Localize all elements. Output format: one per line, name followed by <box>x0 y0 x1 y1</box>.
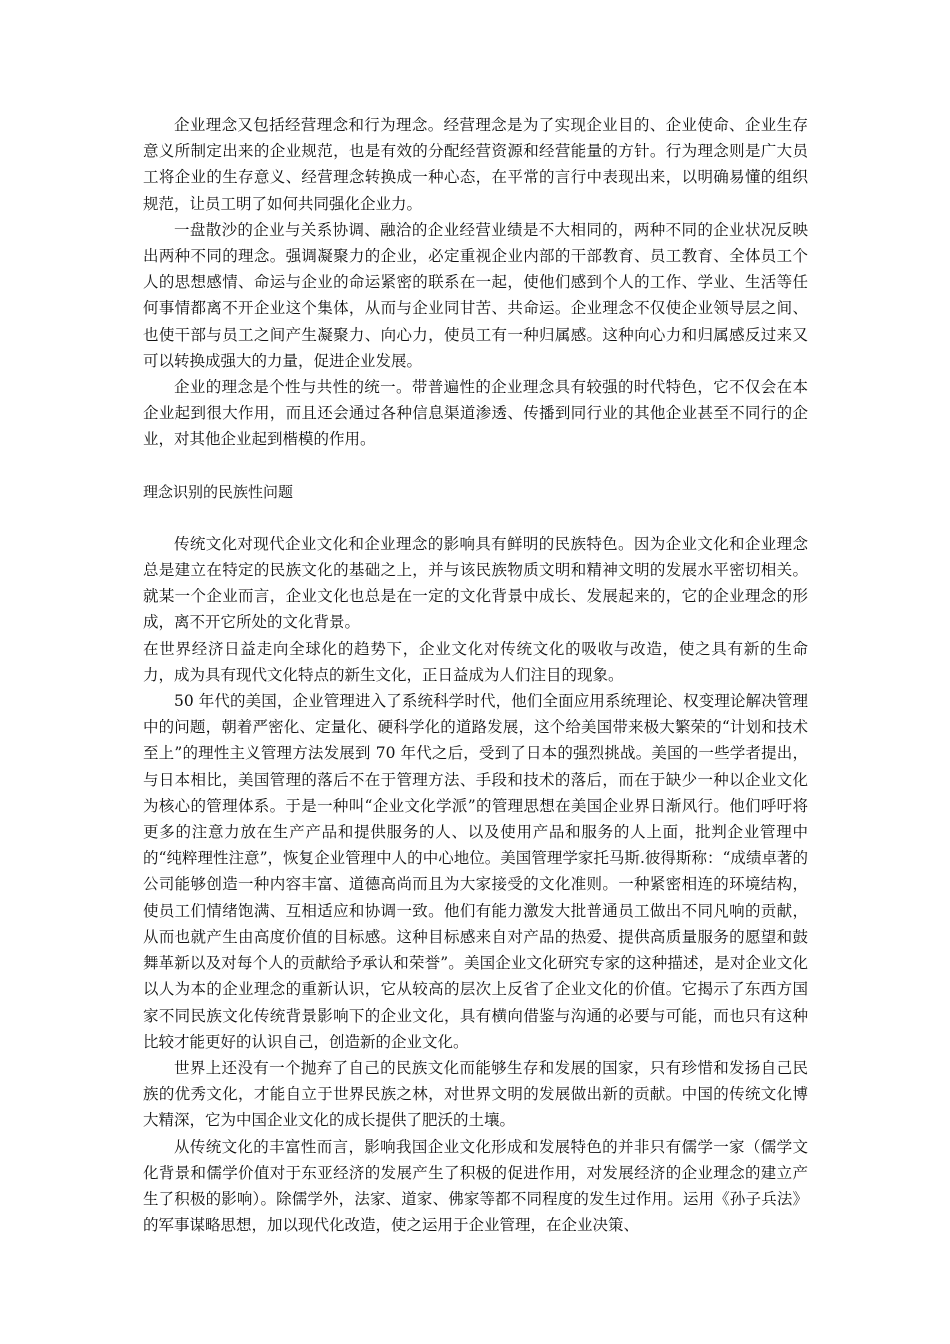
paragraph-business-philosophy: 企业理念又包括经营理念和行为理念。经营理念是为了实现企业目的、企业使命、企业生存意义所制定出来的企业规范，也是有效的分配经营资源和经营能量的方针。行为理念则是广大员工将企业的生存意义、经营理念转换成一种心态，在平常的言行中表现出来，以明确易懂的组织规范，让员工明了如何共同强化企业力。 <box>143 116 808 213</box>
paragraph-cohesion: 一盘散沙的企业与关系协调、融洽的企业经营业绩是不大相同的，两种不同的企业状况反映出两种不同的理念。强调凝聚力的企业，必定重视企业内部的干部教育、员工教育、全体员工个人的思想感情、命运与企业的命运紧密的联系在一起，使他们感到个人的工作、学业、生活等任何事情都离不开企业这个集体，从而与企业同甘苦、共命运。企业理念不仅使企业领导层之间、也使干部与员工之间产生凝聚力、向心力，使员工有一种归属感。这种向心力和归属感反过来又可以转换成强大的力量，促进企业发展。 <box>143 220 808 370</box>
paragraph-traditional-culture: 传统文化对现代企业文化和企业理念的影响具有鲜明的民族特色。因为企业文化和企业理念总是建立在特定的民族文化的基础之上，并与该民族物质文明和精神文明的发展水平密切相关。就某一个企业而言，企业文化也总是在一定的文化背景中成长、发展起来的，它的企业理念的形成，离不开它所处的文化背景。 <box>143 534 808 632</box>
paragraph-american-management: 50 年代的美国，企业管理进入了系统科学时代，他们全面应用系统理论、权变理论解决管理中的问题，朝着严密化、定量化、硬科学化的道路发展，这个给美国带来极大繁荣的“计划和技术至上”的理性主义管理方法发展到 70 年代之后，受到了日本的强烈挑战。美国的一些学者提出，与日本相比，美国管理的落后不在于管理方法、手段和技术的落后，而在于缺少一种以企业文化为核心的管理体系。于是一种叫“企业文化学派”的管理思想在美国企业界日渐风行。他们呼吁将更多的注意力放在生产产品和提供服务的人、以及使用产品和服务的人上面，批判企业管理中的“纯粹理性注意”，恢复企业管理中人的中心地位。美国管理学家托马斯.彼得斯称：“成绩卓著的公司能够创造一种内容丰富、道德高尚而且为大家接受的文化准则。一种紧密相连的环境结构，使员工们情绪饱满、互相适应和协调一致。他们有能力激发大批普通员工做出不同凡响的贡献，从而也就产生由高度价值的目标感。这种目标感来自对产品的热爱、提供高质量服务的愿望和鼓舞革新以及对每个人的贡献给予承认和荣誉”。美国企业文化研究专家的这种描述，是对企业文化以人为本的企业理念的重新认识，它从较高的层次上反省了企业文化的价值。它揭示了东西方国家不同民族文化传统背景影响下的企业文化，具有横向借鉴与沟通的必要与可能，而也只有这种比较才能更好的认识自己，创造新的企业文化。 <box>143 692 808 1051</box>
paragraph-individuality: 企业的理念是个性与共性的统一。带普遍性的企业理念具有较强的时代特色，它不仅会在本企业起到很大作用，而且还会通过各种信息渠道渗透、传播到同行业的其他企业甚至不同行的企业，对其他企业起到楷模的作用。 <box>143 378 808 449</box>
paragraph-confucianism: 从传统文化的丰富性而言，影响我国企业文化形成和发展特色的并非只有儒学一家（儒学文化背景和儒学价值对于东亚经济的发展产生了积极的促进作用，对发展经济的企业理念的建立产生了积极的影响）。除儒学外，法家、道家、佛家等都不同程度的发生过作用。运用《孙子兵法》的军事谋略思想，加以现代化改造，使之运用于企业管理，在企业决策、 <box>143 1137 808 1235</box>
document-page <box>143 112 808 1238</box>
paragraph-globalization: 在世界经济日益走向全球化的趋势下，企业文化对传统文化的吸收与改造，使之具有新的生命力，成为具有现代文化特点的新生文化，正日益成为人们注目的现象。 <box>143 639 808 684</box>
section-heading: 理念识别的民族性问题 <box>143 482 294 501</box>
paragraph-national-culture: 世界上还没有一个抛弃了自己的民族文化而能够生存和发展的国家，只有珍惜和发扬自己民族的优秀文化，才能自立于世界民族之林，对世界文明的发展做出新的贡献。中国的传统文化博大精深，它为中国企业文化的成长提供了肥沃的土壤。 <box>143 1058 808 1130</box>
